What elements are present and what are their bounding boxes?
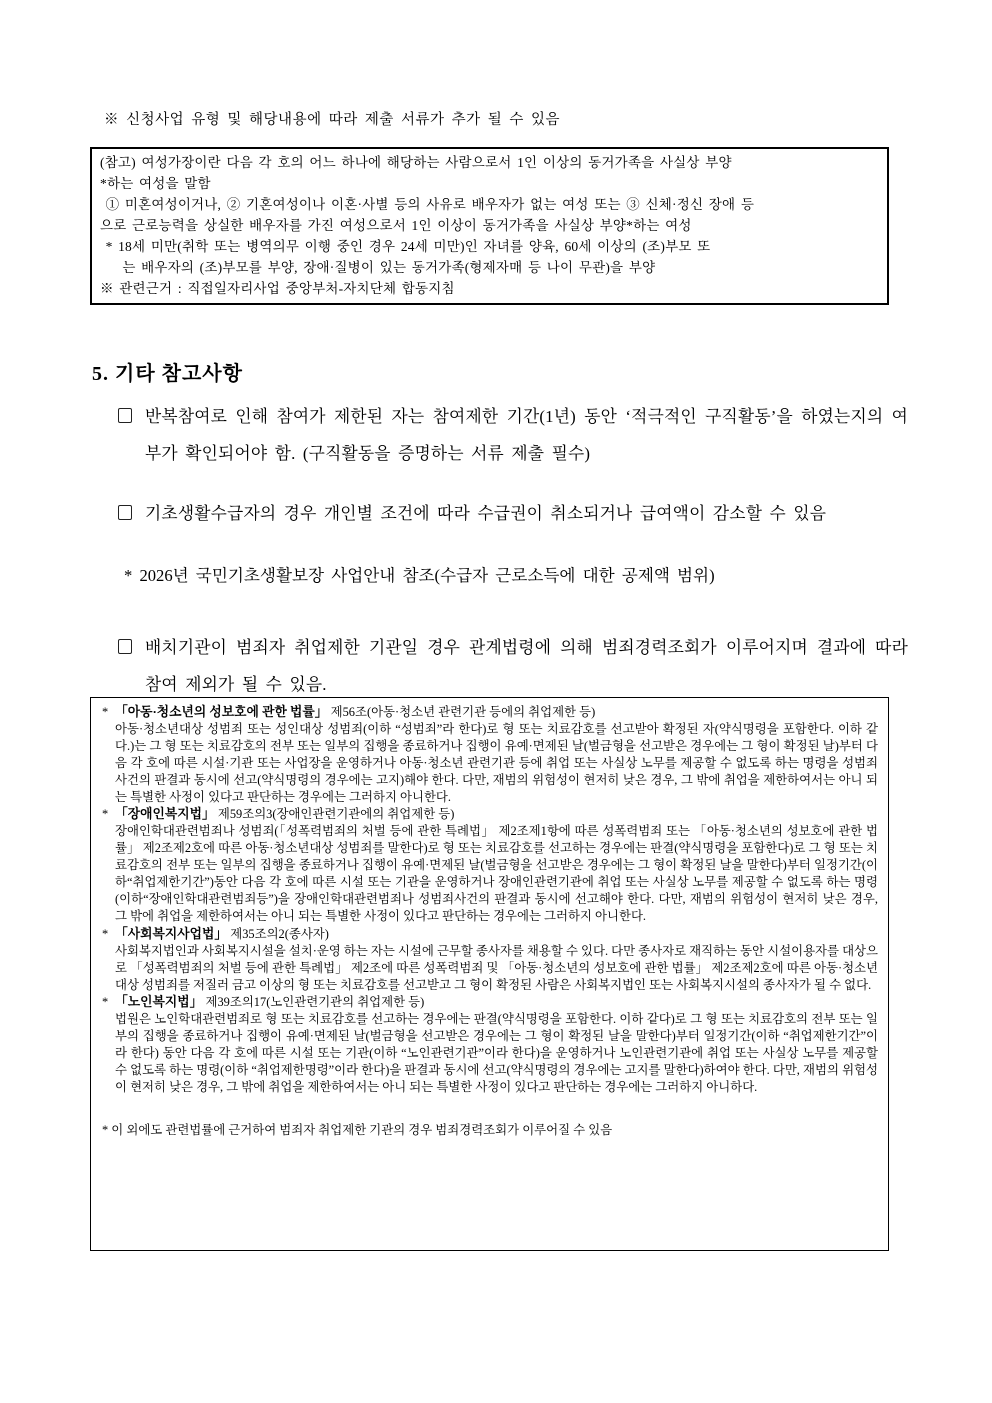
female-head-of-household-reference-box	[90, 147, 889, 305]
reference-line: ① 미혼여성이거나, ② 기혼여성이나 이혼·사별 등의 사유로 배우자가 없는 여성 또는 ③ 신체·정신 장애 등	[100, 197, 755, 212]
law-section-disabled-welfare	[101, 806, 878, 924]
law-article: 제59조의3(장애인관련기관에의 취업제한 등)	[214, 807, 455, 822]
reference-line: 으로 근로능력을 상실한 배우자를 가진 여성으로서 1인 이상이 동거가족을 사실상 부양*하는 여성	[100, 218, 692, 233]
law-section-senior-welfare	[101, 994, 878, 1095]
law-article: 제56조(아동·청소년 관련기관 등에의 취업제한 등)	[327, 705, 596, 719]
law-name: 「노인복지법」	[115, 995, 203, 1010]
law-article: 제39조의17(노인관련기관의 취업제한 등)	[202, 995, 425, 1010]
asterisk-marker: *	[102, 807, 109, 822]
additional-documents-note: ※ 신청사업 유형 및 해당내용에 따라 제출 서류가 추가 될 수 있음	[104, 112, 561, 128]
law-body: 사회복지법인과 사회복지시설을 설치·운영 하는 자는 시설에 근무할 종사자를 채용할 수 있다. 다만 종사자로 재직하는 동안 시설이용자를 대상으로 「성폭력범죄의 처벌 등에 관한 특례법」 제2조에 따른 성폭력범죄 및 「아동·청소년의 성보호에 관한 법률」 제2조제2호에 따른 아동·청소년대상 성범죄를 저질러 금고 이상의 형 또는 치료감호를 선고받고 그 형이 확정된 사람은 사회복지법인 또는 사회복지시설의 종사자가 될 수 없다.	[115, 943, 878, 992]
note-item-text: 기초생활수급자의 경우 개인별 조건에 따라 수급권이 취소되거나 급여액이 감소할 수 있음	[145, 504, 827, 523]
reference-line: (참고) 여성가장이란 다음 각 호의 어느 하나에 해당하는 사람으로서 1인 이상의 동거가족을 사실상 부양	[100, 155, 732, 170]
note-item-text: 반복참여로 인해 참여가 제한된 자는 참여제한 기간(1년) 동안 ‘적극적인 구직활동’을 하였는지의 여부가 확인되어야 함. (구직활동을 증명하는 서류 제출 필수)	[145, 407, 908, 463]
empty-checkbox-icon	[118, 505, 132, 520]
section-5-title: 5. 기타 참고사항	[92, 363, 243, 385]
basic-livelihood-sub-note: * 2026년 국민기초생활보장 사업안내 참조(수급자 근로소득에 대한 공제액 범위)	[124, 566, 715, 585]
asterisk-marker: *	[102, 995, 109, 1010]
law-body: 법원은 노인학대관련범죄로 형 또는 치료감호를 선고하는 경우에는 판결(약식명령을 포함한다. 이하 같다)로 그 형 또는 치료감호의 전부 또는 일부의 집행을 종료하거나 집행이 유예·면제된 날(벌금형을 선고받은 경우에는 그 형이 확정된 날을 말한다)부터 일정기간(이하 “취업제한기간”이라 한다) 동안 다음 각 호에 따른 시설 또는 기관(이하 “노인관련기관”이라 한다)을 운영하거나 노인관련기관에 취업 또는 사실상 노무를 제공할 수 없도록 하는 명령(이하 “취업제한명령”이라 한다)을 판결과 동시에 선고(약식명령의 경우에는 고지를 말한다)하여야 한다. 다만, 재범의 위험성이 현저히 낮은 경우, 그 밖에 취업을 제한하여서는 아니 되는 특별한 사정이 있다고 판단하는 경우에는 그러하지 아니하다.	[115, 1012, 878, 1094]
law-section-youth-protection	[101, 704, 878, 805]
employment-restriction-laws-box	[90, 697, 889, 1251]
asterisk-marker: *	[102, 705, 109, 719]
note-item-criminal-record-check	[118, 629, 908, 703]
law-name: 「사회복지사업법」	[115, 926, 228, 941]
reference-line: * 18세 미만(취학 또는 병역의무 이행 중인 경우 24세 미만)인 자녀를 양육, 60세 이상의 (조)부모 또	[100, 239, 711, 254]
asterisk-marker: *	[102, 926, 109, 941]
law-title	[115, 806, 878, 823]
law-body: 아동·청소년대상 성범죄 또는 성인대상 성범죄(이하 “성범죄”라 한다)로 형 또는 치료감호를 선고받아 확정된 자(약식명령을 포함한다. 이하 같다.)는 그 형 또는 치료감호의 전부 또는 일부의 집행을 종료하거나 집행이 유예·면제된 날(벌금형을 선고받은 경우에는 그 형이 확정된 날)부터 다음 각 호에 따른 시설·기관 또는 사업장을 운영하거나 아동·청소년 관련기관 등에 취업 또는 사실상 노무를 제공할 수 없도록 하는 명령을 성범죄 사건의 판결과 동시에 선고(약식명령의 경우에는 고지)해야 한다. 다만, 재범의 위험성이 현저히 낮은 경우, 그 밖에 취업을 제한하여서는 아니 되는 특별한 사정이 있다고 판단하는 경우에는 그러하지 아니한다.	[115, 721, 878, 804]
empty-checkbox-icon	[118, 408, 132, 423]
reference-line: *하는 여성을 말함	[100, 176, 211, 191]
note-item-basic-livelihood	[118, 495, 908, 532]
law-name: 「아동·청소년의 성보호에 관한 법률」	[115, 705, 328, 719]
reference-line: 는 배우자의 (조)부모를 부양, 장애·질병이 있는 동거가족(형제자매 등 나이 무관)을 부양	[100, 260, 656, 275]
law-article: 제35조의2(종사자)	[227, 926, 329, 941]
law-body: 장애인학대관련범죄나 성범죄(「성폭력범죄의 처벌 등에 관한 특례법」 제2조제1항에 따른 성폭력범죄 또는 「아동·청소년의 성보호에 관한 법률」 제2조제2호에 따른 아동·청소년대상 성범죄를 말한다)로 형 또는 치료감호를 선고하는 경우에는 판결(약식명령을 포함한다)로 그 형 또는 치료감호의 전부 또는 일부의 집행을 종료하거나 집행이 유예·면제된 날(벌금형을 선고받은 경우에는 그 형이 확정된 날을 말한다)부터 일정기간(이하“취업제한기간”)동안 다음 각 호에 따른 시설 또는 기관을 운영하거나 장애인관련기관에 취업 또는 사실상 노무를 제공할 수 없도록 하는 명령(이하“장애인학대관련범죄등”)을 장애인학대관련범죄나 성범죄사건의 판결과 동시에 선고해야 한다. 다만, 재범의 위험성이 현저히 낮은 경우, 그 밖에 취업을 제한하여서는 아니 되는 특별한 사정이 있다고 판단하는 경우에는 그러하지 아니한다.	[115, 824, 878, 923]
law-section-social-welfare	[101, 926, 878, 994]
empty-checkbox-icon	[118, 639, 132, 654]
note-item-repeat-participation	[118, 398, 908, 472]
law-title	[115, 926, 878, 943]
law-name: 「장애인복지법」	[115, 807, 215, 822]
reference-line: ※ 관련근거 : 직접일자리사업 중앙부처-자치단체 합동지침	[100, 281, 455, 296]
law-title	[115, 704, 878, 721]
legal-box-footnote: * 이 외에도 관련법률에 근거하여 범죄자 취업제한 기관의 경우 범죄경력조회가 이루어질 수 있음	[102, 1122, 613, 1137]
note-item-text: 배치기관이 범죄자 취업제한 기관일 경우 관계법령에 의해 범죄경력조회가 이루어지며 결과에 따라 참여 제외가 될 수 있음.	[145, 638, 908, 694]
law-title	[115, 994, 878, 1011]
